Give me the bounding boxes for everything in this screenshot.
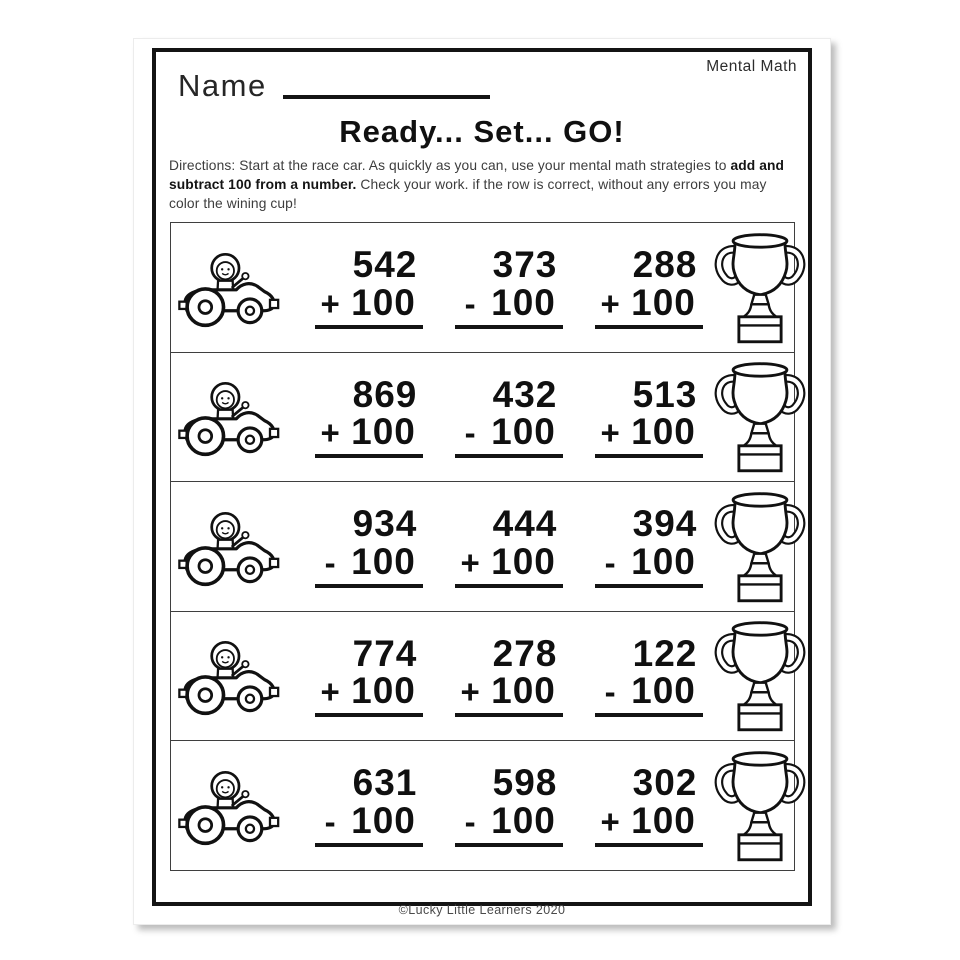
problem [586, 373, 712, 459]
problem-number: 598 [492, 762, 558, 804]
operator: - [464, 414, 476, 452]
problem-row [170, 352, 795, 483]
operator: + [600, 802, 620, 840]
race-car-icon [178, 506, 280, 588]
directions-normal-2: Check your work. if the row is correct, without any errors you may color the wining cup! [169, 177, 767, 212]
paper-sheet [133, 38, 831, 925]
answer-line [315, 540, 423, 588]
operand: 100 [631, 281, 696, 323]
problem [446, 764, 572, 847]
operand: 100 [351, 281, 416, 323]
problem-group [306, 373, 712, 459]
trophy-icon [712, 230, 808, 346]
problem-group [306, 246, 712, 329]
operator: - [464, 802, 476, 840]
operator: - [324, 543, 336, 581]
page-title: Ready... Set... GO! [339, 114, 625, 149]
race-car-icon [178, 376, 280, 458]
operand: 100 [491, 411, 556, 453]
problem-row [170, 740, 795, 871]
trophy-icon [712, 618, 808, 734]
operand: 100 [631, 670, 696, 712]
answer-line [595, 413, 703, 458]
operand: 100 [631, 540, 696, 582]
problem-number: 631 [352, 762, 418, 804]
problem [446, 632, 572, 718]
operand: 100 [351, 799, 416, 841]
problem-number: 288 [632, 244, 698, 286]
operator: + [320, 673, 340, 711]
directions-bold: add and subtract 100 from a number. [169, 158, 785, 193]
answer-line [315, 281, 423, 329]
problem [586, 246, 712, 329]
answer-line [315, 672, 423, 717]
problem [446, 373, 572, 459]
problem [306, 505, 432, 588]
operator: - [604, 673, 616, 711]
problem [586, 764, 712, 847]
operand: 100 [491, 540, 556, 582]
answer-line [455, 281, 563, 329]
problem [306, 246, 432, 329]
operator: + [460, 543, 480, 581]
problem [586, 632, 712, 718]
trophy-icon [712, 359, 808, 475]
problem-group [306, 764, 712, 847]
operator: - [324, 802, 336, 840]
answer-line [455, 413, 563, 458]
answer-line [455, 672, 563, 717]
operand: 100 [491, 670, 556, 712]
name-blank-line [283, 73, 490, 99]
problem [306, 764, 432, 847]
operator: + [320, 414, 340, 452]
problem-number: 542 [352, 244, 418, 286]
name-row [178, 70, 490, 101]
operator: - [604, 543, 616, 581]
trophy-icon [712, 748, 808, 864]
problem-number: 278 [492, 632, 558, 674]
problem [586, 505, 712, 588]
problem-number: 444 [492, 503, 558, 545]
answer-line [595, 281, 703, 329]
problem-row [170, 222, 795, 353]
operand: 100 [631, 799, 696, 841]
problem-number: 513 [632, 373, 698, 415]
problem-row [170, 611, 795, 742]
problem [446, 246, 572, 329]
race-car-icon [178, 635, 280, 717]
problem-row [170, 481, 795, 612]
footer-credit: ©Lucky Little Learners 2020 [398, 903, 566, 917]
operator: + [460, 673, 480, 711]
problem-number: 302 [632, 762, 698, 804]
operator: + [600, 284, 620, 322]
operator: - [464, 284, 476, 322]
corner-label: Mental Math [706, 58, 797, 75]
operand: 100 [351, 540, 416, 582]
race-car-icon [178, 247, 280, 329]
problem-number: 934 [352, 503, 418, 545]
problem-number: 869 [352, 373, 418, 415]
answer-line [455, 799, 563, 847]
trophy-icon [712, 489, 808, 605]
problem-rows [170, 222, 795, 871]
directions-text [169, 156, 795, 213]
operator: + [320, 284, 340, 322]
problem-number: 122 [632, 632, 698, 674]
directions-normal-1: Directions: Start at the race car. As quickly as you can, use your mental math strategies to [169, 158, 731, 173]
problem-group [306, 505, 712, 588]
problem-number: 432 [492, 373, 558, 415]
operand: 100 [631, 411, 696, 453]
answer-line [455, 540, 563, 588]
race-car-icon [178, 765, 280, 847]
operand: 100 [491, 799, 556, 841]
problem [306, 632, 432, 718]
answer-line [595, 672, 703, 717]
operator: + [600, 414, 620, 452]
problem [446, 505, 572, 588]
operand: 100 [491, 281, 556, 323]
problem-number: 394 [632, 503, 698, 545]
answer-line [315, 413, 423, 458]
problem [306, 373, 432, 459]
name-label: Name [178, 68, 267, 103]
problem-number: 373 [492, 244, 558, 286]
problem-group [306, 632, 712, 718]
worksheet-frame [152, 48, 812, 906]
operand: 100 [351, 411, 416, 453]
answer-line [595, 799, 703, 847]
problem-number: 774 [352, 632, 418, 674]
answer-line [595, 540, 703, 588]
answer-line [315, 799, 423, 847]
operand: 100 [351, 670, 416, 712]
